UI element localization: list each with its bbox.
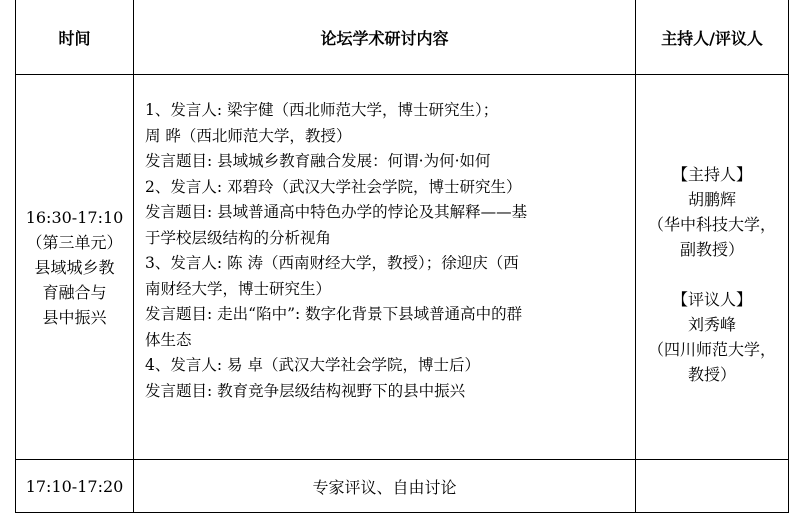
session-time: 16:30-17:10 bbox=[25, 207, 124, 227]
content-line: 体生态 bbox=[145, 330, 192, 349]
content-line: 于学校层级结构的分析视角 bbox=[145, 228, 332, 247]
discussion-row bbox=[16, 460, 789, 513]
session-unit: （第三单元） bbox=[26, 232, 123, 252]
content-line: 发言题目: 教育竞争层级结构视野下的县中振兴 bbox=[145, 381, 466, 400]
host-affiliation: （华中科技大学， bbox=[647, 215, 776, 234]
table-header-row bbox=[16, 0, 789, 75]
header-host: 主持人/评议人 bbox=[636, 0, 789, 75]
content-line: 发言题目: 县域城乡教育融合发展：何谓·为何·如何 bbox=[145, 152, 491, 170]
discussion-content: 专家评议、自由讨论 bbox=[134, 460, 636, 513]
header-content: 论坛学术研讨内容 bbox=[134, 0, 636, 75]
discussion-host-empty bbox=[636, 460, 789, 513]
content-line: 发言题目: 走出“陷中”: 数字化背景下县域普通高中的群 bbox=[145, 305, 523, 323]
spacer bbox=[636, 262, 788, 287]
host-title: 副教授） bbox=[679, 240, 744, 259]
content-line: 发言题目: 县域普通高中特色办学的悖论及其解释——基 bbox=[145, 203, 528, 221]
session-theme-line: 县域城乡教 bbox=[34, 257, 115, 277]
content-line: 2、发言人: 邓碧玲（武汉大学社会学院，博士研究生） bbox=[145, 177, 522, 196]
reviewer-name: 刘秀峰 bbox=[687, 315, 736, 334]
schedule-table bbox=[15, 0, 789, 513]
content-line: 4、发言人: 易 卓（武汉大学社会学院，博士后） bbox=[145, 356, 480, 374]
session-theme-line: 育融合与 bbox=[42, 282, 107, 302]
reviewer-affiliation: （四川师范大学， bbox=[647, 340, 776, 359]
session-content-cell bbox=[134, 75, 636, 460]
content-line: 南财经大学，博士研究生） bbox=[145, 279, 332, 298]
header-time: 时间 bbox=[16, 0, 134, 75]
session-host-cell bbox=[636, 75, 789, 460]
content-line: 周 晔（西北师范大学，教授） bbox=[145, 126, 352, 145]
session-theme-line: 县中振兴 bbox=[42, 307, 107, 327]
session-row bbox=[16, 75, 789, 460]
reviewer-title: 教授） bbox=[687, 365, 736, 384]
host-label: 【主持人】 bbox=[671, 165, 752, 184]
host-name: 胡鹏辉 bbox=[687, 190, 736, 209]
content-line: 3、发言人: 陈 涛（西南财经大学，教授）；徐迎庆（西 bbox=[145, 254, 519, 272]
discussion-time: 17:10-17:20 bbox=[16, 460, 134, 513]
reviewer-label: 【评议人】 bbox=[671, 290, 752, 309]
session-time-cell bbox=[16, 75, 134, 460]
content-line: 1、发言人: 梁宇健（西北师范大学，博士研究生）； bbox=[145, 101, 499, 119]
